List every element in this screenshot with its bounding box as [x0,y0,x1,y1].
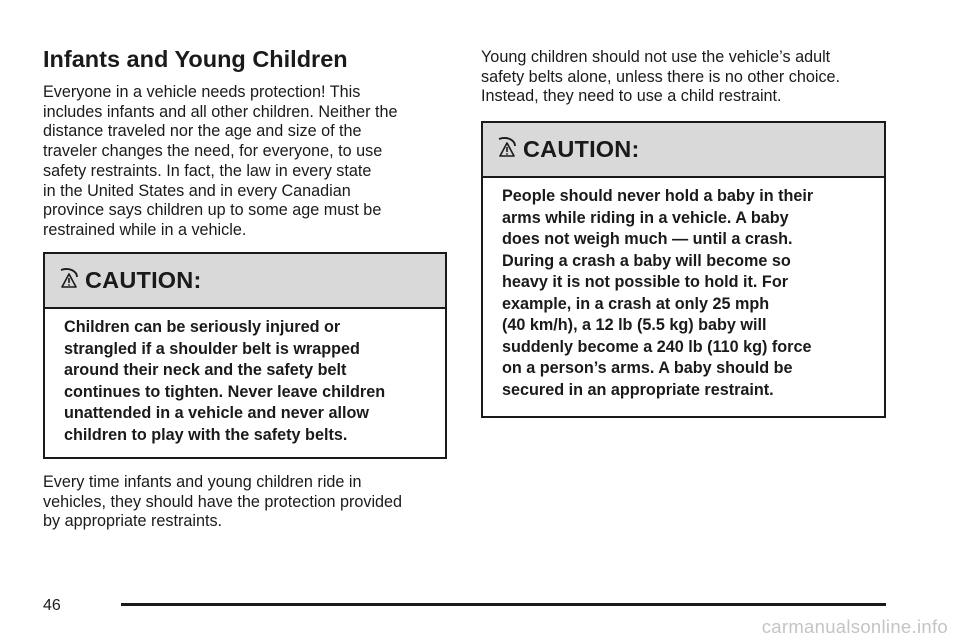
caution-line: heavy it is not possible to hold it. For [502,273,789,291]
section-title: Infants and Young Children [43,46,348,72]
text-line: distance traveled nor the age and size of the [43,122,362,141]
caution-line: children to play with the safety belts. [64,425,348,444]
caution-line: Children can be seriously injured or [64,318,341,336]
caution-line: continues to tighten. Never leave children [64,382,386,401]
watermark: carmanualsonline.info [761,616,948,637]
page-number: 46 [43,597,61,614]
caution-body [45,309,445,446]
caution-bracket-icon [497,137,517,159]
intro-paragraph [43,83,398,241]
text-line: Everyone in a vehicle needs protection! This [43,83,361,101]
text-line: province says children up to some age must be [43,201,382,220]
text-line: in the United States and in every Canadian [43,181,351,200]
caution-header [483,123,884,178]
caution-line: on a person’s arms. A baby should be [502,359,793,377]
caution-line: secured in an appropriate restraint. [502,380,774,399]
text-line: traveler changes the need, for everyone, to use [43,142,383,161]
text-line: safety belts alone, unless there is no other choice. [481,67,841,86]
caution-line: During a crash a baby will become so [502,251,791,270]
text-line: safety restraints. In fact, the law in every state [43,161,372,180]
caution-title: CAUTION: [523,136,640,162]
caution-line: does not weigh much — until a crash. [502,230,793,248]
caution-body [483,178,884,401]
caution-line: example, in a crash at only 25 mph [502,294,770,313]
caution-header [45,254,445,309]
text-line: by appropriate restraints. [43,512,223,531]
caution-line: People should never hold a baby in their [502,187,814,205]
caution-line: suddenly become a 240 lb (110 kg) force [502,337,812,356]
caution-box-holding-baby [481,121,886,418]
caution-line: (40 km/h), a 12 lb (5.5 kg) baby will [502,316,767,334]
text-line: restrained while in a vehicle. [43,220,247,239]
child-restraint-paragraph [481,48,840,107]
footer-rule [121,603,886,606]
caution-title: CAUTION: [85,267,202,293]
caution-bracket-icon [59,268,79,290]
caution-box-belt-strangling [43,252,447,459]
text-line: Every time infants and young children ride in [43,473,362,491]
caution-line: unattended in a vehicle and never allow [64,404,369,422]
restraints-paragraph [43,473,402,532]
text-line: includes infants and all other children. Neither the [43,102,398,121]
caution-line: arms while riding in a vehicle. A baby [502,208,789,227]
caution-line: strangled if a shoulder belt is wrapped [64,339,360,358]
text-line: Young children should not use the vehicle’s adult [481,48,831,66]
text-line: Instead, they need to use a child restraint. [481,87,782,106]
text-line: vehicles, they should have the protection provided [43,492,403,511]
caution-line: around their neck and the safety belt [64,361,347,379]
